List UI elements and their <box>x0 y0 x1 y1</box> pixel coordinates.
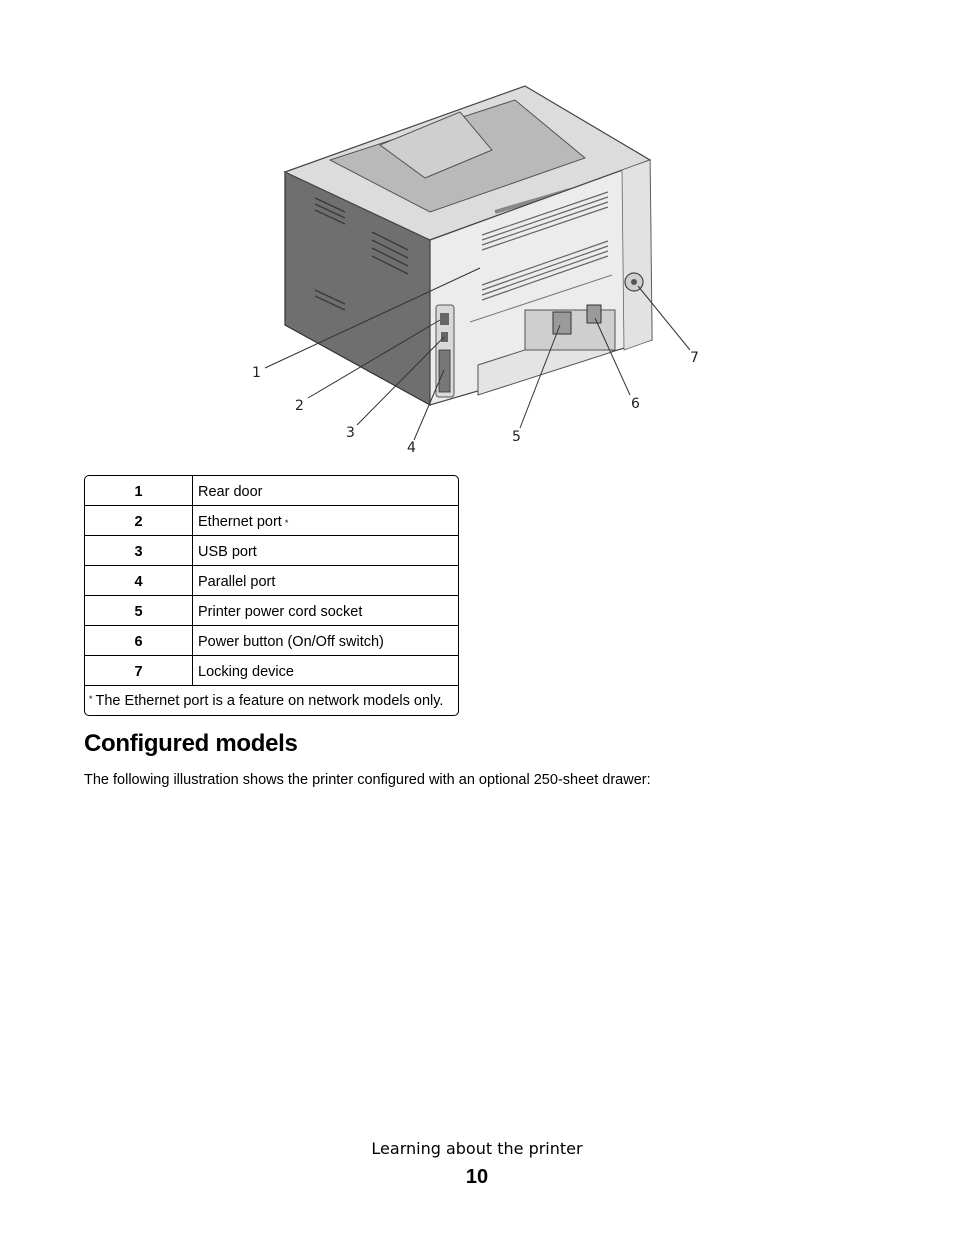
part-number: 1 <box>85 476 193 505</box>
table-row <box>85 656 458 686</box>
footnote-marker: * <box>89 693 93 704</box>
section-title: Configured models <box>84 730 298 757</box>
table-row <box>85 566 458 596</box>
part-number: 7 <box>85 656 193 685</box>
parallel-port <box>439 350 450 392</box>
callout-5: 5 <box>512 429 521 445</box>
part-number: 4 <box>85 566 193 595</box>
footer-chapter-title: Learning about the printer <box>371 1139 583 1158</box>
callout-4: 4 <box>407 440 416 456</box>
parts-table <box>84 475 459 716</box>
footnote-marker: * <box>284 518 289 528</box>
usb-port <box>441 332 448 342</box>
table-row <box>85 596 458 626</box>
part-label: Parallel port <box>198 574 276 590</box>
printer-rear-illustration <box>240 80 720 460</box>
part-number: 2 <box>85 506 193 535</box>
callout-1: 1 <box>252 365 261 381</box>
part-number: 3 <box>85 536 193 565</box>
page-number: 10 <box>465 1166 489 1188</box>
callout-7: 7 <box>690 350 699 366</box>
table-row <box>85 506 458 536</box>
table-row <box>85 626 458 656</box>
part-label: Rear door <box>198 484 263 500</box>
callout-2: 2 <box>295 398 304 414</box>
power-button <box>587 305 601 323</box>
power-cord-socket <box>553 312 571 334</box>
part-label: USB port <box>198 544 257 560</box>
table-row <box>85 476 458 506</box>
section-intro: The following illustration shows the printer configured with an optional 250-sheet drawer: <box>84 772 651 788</box>
ethernet-port <box>440 313 449 325</box>
part-number: 5 <box>85 596 193 625</box>
part-label: Ethernet port * <box>198 514 289 530</box>
table-footnote <box>85 686 458 715</box>
part-number: 6 <box>85 626 193 655</box>
callout-3: 3 <box>346 425 355 441</box>
footnote-text: The Ethernet port is a feature on network models only. <box>95 692 444 709</box>
callout-6: 6 <box>631 396 640 412</box>
part-label: Locking device <box>198 664 294 680</box>
part-label: Printer power cord socket <box>198 604 363 620</box>
part-label: Power button (On/Off switch) <box>198 634 384 650</box>
table-row <box>85 536 458 566</box>
